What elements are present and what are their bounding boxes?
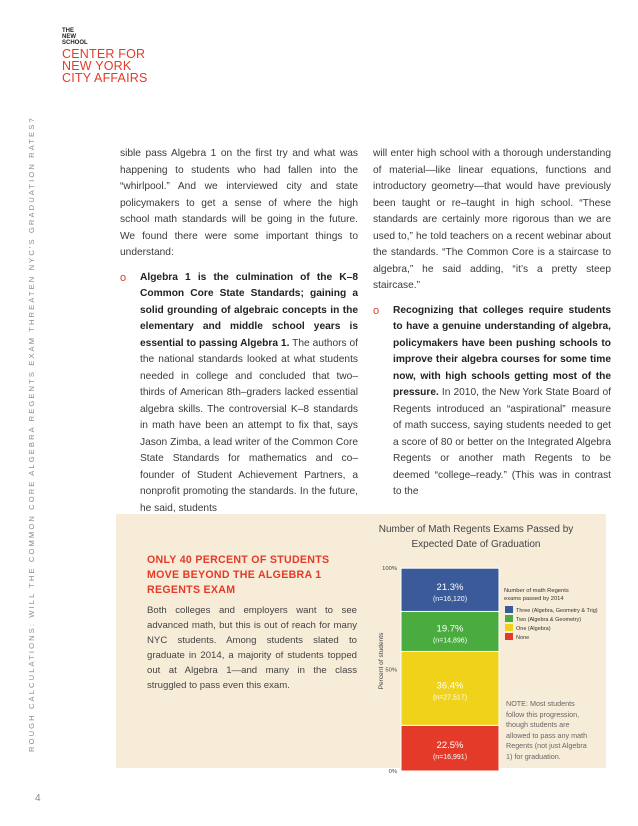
legend-swatch: [505, 624, 513, 631]
sidebar-title: ONLY 40 PERCENT OF STUDENTS MOVE BEYOND THE ALGEBRA 1 REGENTS EXAM: [147, 554, 330, 596]
logo-line: CENTER FOR: [62, 47, 146, 61]
chart-title: Number of Math Regents Exams Passed by Expected Date of Graduation: [378, 524, 574, 550]
legend-item-label: Three (Algebra, Geometry & Trig): [516, 608, 598, 614]
legend-swatch: [505, 633, 513, 640]
paragraph: will enter high school with a thorough understanding of material—like linear equations, functions and introductory geometry—that would have previously been taught or re–taught in high school. “These standards are certainly more rigorous than we are used to,” he told teachers on a recent webinar about the standards. “The Common Core is a staircase to algebra,” he said adding, “it’s a pretty steep staircase.”: [373, 148, 611, 291]
bullet-text: The authors of the national standards looked at what students needed in college and concluded that two–thirds of American 8th–graders lacked essential algebra skills. The controversial K–8 standards in math have been an attempt to fix that, says Jason Zimba, a lead writer of the Common Core State Standards for mathematics and co–founder of Student Achievement Partners, a nonprofit promoting the standards. In the future, he said, students: [140, 337, 359, 514]
legend-title: exams passed by 2014: [504, 596, 564, 602]
paragraph: sible pass Algebra 1 on the first try and what was happening to students who had fallen into the “whirlpool.” And we interviewed city and state policymakers to get a sense of where the high school math standards will be going in the future. We found there were some important things to understand:: [120, 148, 358, 258]
bullet-marker: o: [120, 271, 127, 284]
y-tick-label: 100%: [382, 566, 397, 572]
bullet-text: In 2010, the New York State Board of Regents introduced an “aspirational” measure of math success, saying students needed to get a score of 80 or better on the Integrated Algebra Regents or another math Regents to be deemed “college–ready.” (This was in contrast to the: [393, 387, 611, 497]
bars: [401, 568, 499, 771]
segment-count-label: (n=27,517): [432, 694, 468, 702]
y-axis-label: Percent of students: [378, 632, 385, 690]
legend-swatch: [505, 606, 513, 613]
segment-count-label: (n=16,120): [432, 595, 468, 603]
bullet-lead: Algebra 1 is the culmination of the K–8 Common Core State Standards; gaining a solid grounding of algebraic concepts in the elementary and middle school years is essential to passing Algebra 1.: [140, 271, 358, 349]
chart-note: NOTE: Most students follow this progression, though students are allowed to pass any math Regents (not just Algebra 1) for graduation.: [506, 699, 588, 761]
logo-line: SCHOOL: [62, 40, 88, 46]
legend-item-label: One (Algebra): [516, 626, 551, 632]
running-title: ROUGH CALCULATIONS: WILL THE COMMON CORE ALGEBRA REGENTS EXAM THREATEN NYC'S GRADUATION RATES?: [27, 116, 36, 752]
legend-title: Number of math Regents: [504, 588, 569, 594]
segment-percent-label: 36.4%: [436, 680, 464, 692]
logo-line: NEW: [62, 34, 76, 40]
bullet-lead: Recognizing that colleges require students to have a genuine understanding of algebra, policymakers have been pushing schools to improve their algebra courses for some time now, with high schools getting most of the pressure.: [393, 304, 611, 398]
sidebar-body: Both colleges and employers want to see advanced math, but this is out of reach for many NYC students. Among students slated to graduate in 2014, a majority of students topped out at Algebra 1—and many in the class struggled to pass even this exam.: [147, 605, 357, 691]
legend-swatch: [505, 615, 513, 622]
segment-percent-label: 22.5%: [436, 740, 464, 752]
bullet-marker: o: [373, 304, 380, 317]
segment-percent-label: 19.7%: [436, 623, 464, 635]
y-axis: [378, 566, 397, 775]
segment-count-label: (n=14,896): [432, 637, 468, 645]
logo-line: THE: [62, 28, 74, 34]
logo-line: NEW YORK: [62, 59, 132, 73]
segment-percent-label: 21.3%: [436, 581, 464, 593]
y-tick-label: 0%: [388, 769, 397, 775]
y-tick-label: 50%: [385, 667, 397, 674]
legend-item-label: None: [516, 635, 530, 641]
logo-line: CITY AFFAIRS: [62, 71, 148, 85]
legend: [504, 588, 598, 641]
segment-count-label: (n=16,991): [432, 754, 468, 762]
page-number: 4: [35, 793, 41, 804]
legend-item-label: Two (Algebra & Geometry): [516, 617, 582, 623]
